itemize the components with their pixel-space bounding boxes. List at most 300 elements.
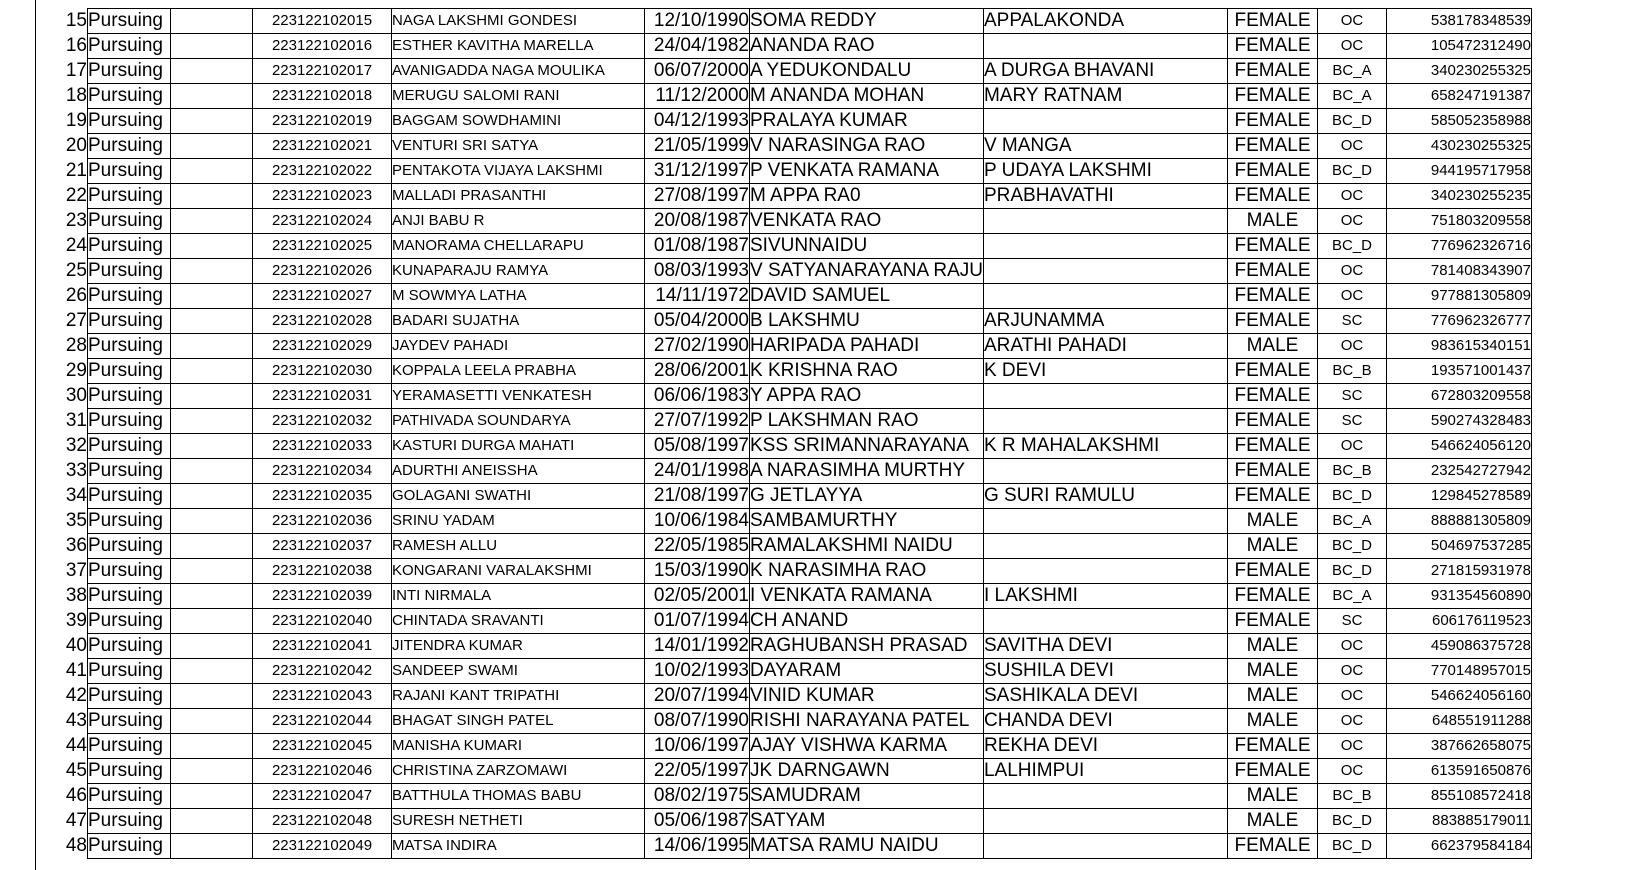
aadhaar-number-cell: 232542727942 xyxy=(1386,459,1531,484)
gender-cell: MALE xyxy=(1227,509,1317,534)
student-name-cell: INTI NIRMALA xyxy=(392,584,645,609)
empty-cell xyxy=(171,709,253,734)
table-row xyxy=(58,459,1531,484)
student-name-cell: SURESH NETHETI xyxy=(392,809,645,834)
aadhaar-number-cell: 585052358988 xyxy=(1386,109,1531,134)
date-of-birth-cell: 06/06/1983 xyxy=(645,384,750,409)
caste-category-cell: OC xyxy=(1317,734,1386,759)
registration-number-cell: 223122102017 xyxy=(253,59,392,84)
aadhaar-number-cell: 430230255325 xyxy=(1386,134,1531,159)
serial-number-cell: 42 xyxy=(65,685,87,706)
caste-category-cell: OC xyxy=(1317,259,1386,284)
gender-cell: FEMALE xyxy=(1227,134,1317,159)
caste-category-cell: OC xyxy=(1317,634,1386,659)
father-name-cell: V SATYANARAYANA RAJU xyxy=(750,259,984,284)
gender-cell: FEMALE xyxy=(1227,84,1317,109)
caste-category-cell: BC_A xyxy=(1317,584,1386,609)
student-table-body xyxy=(58,9,1531,859)
date-of-birth-cell: 06/07/2000 xyxy=(645,59,750,84)
aadhaar-number-cell: 883885179011 xyxy=(1386,809,1531,834)
student-name-cell: KOPPALA LEELA PRABHA xyxy=(392,359,645,384)
serial-number-cell: 47 xyxy=(65,810,87,831)
gender-cell: FEMALE xyxy=(1227,759,1317,784)
date-of-birth-cell: 08/03/1993 xyxy=(645,259,750,284)
caste-category-cell: OC xyxy=(1317,284,1386,309)
date-of-birth-cell: 27/07/1992 xyxy=(645,409,750,434)
status-cell: Pursuing xyxy=(88,759,171,784)
student-name-cell: BHAGAT SINGH PATEL xyxy=(392,709,645,734)
registration-number-cell: 223122102039 xyxy=(253,584,392,609)
empty-cell xyxy=(171,359,253,384)
aadhaar-number-cell: 770148957015 xyxy=(1386,659,1531,684)
date-of-birth-cell: 08/02/1975 xyxy=(645,784,750,809)
serial-number-cell: 41 xyxy=(65,660,87,681)
student-name-cell: RAMESH ALLU xyxy=(392,534,645,559)
student-name-cell: GOLAGANI SWATHI xyxy=(392,484,645,509)
caste-category-cell: OC xyxy=(1317,684,1386,709)
mother-name-cell xyxy=(983,809,1227,834)
status-cell: Pursuing xyxy=(88,634,171,659)
table-row xyxy=(58,359,1531,384)
mother-name-cell: G SURI RAMULU xyxy=(983,484,1227,509)
student-name-cell: PATHIVADA SOUNDARYA xyxy=(392,409,645,434)
status-cell: Pursuing xyxy=(88,459,171,484)
table-row xyxy=(58,259,1531,284)
caste-category-cell: OC xyxy=(1317,709,1386,734)
student-table xyxy=(58,8,1532,859)
date-of-birth-cell: 10/06/1984 xyxy=(645,509,750,534)
caste-category-cell: OC xyxy=(1317,209,1386,234)
registration-number-cell: 223122102042 xyxy=(253,659,392,684)
student-name-cell: BATTHULA THOMAS BABU xyxy=(392,784,645,809)
table-row xyxy=(58,159,1531,184)
caste-category-cell: BC_B xyxy=(1317,784,1386,809)
gender-cell: MALE xyxy=(1227,784,1317,809)
mother-name-cell xyxy=(983,609,1227,634)
aadhaar-number-cell: 888881305809 xyxy=(1386,509,1531,534)
aadhaar-number-cell: 271815931978 xyxy=(1386,559,1531,584)
caste-category-cell: OC xyxy=(1317,184,1386,209)
caste-category-cell: BC_A xyxy=(1317,509,1386,534)
gender-cell: FEMALE xyxy=(1227,284,1317,309)
empty-cell xyxy=(171,109,253,134)
status-cell: Pursuing xyxy=(88,159,171,184)
aadhaar-number-cell: 504697537285 xyxy=(1386,534,1531,559)
table-row xyxy=(58,34,1531,59)
father-name-cell: P LAKSHMAN RAO xyxy=(750,409,984,434)
father-name-cell: A NARASIMHA MURTHY xyxy=(750,459,984,484)
aadhaar-number-cell: 781408343907 xyxy=(1386,259,1531,284)
caste-category-cell: BC_B xyxy=(1317,359,1386,384)
serial-number-cell: 26 xyxy=(65,285,87,306)
registration-number-cell: 223122102015 xyxy=(253,9,392,34)
serial-number-cell: 23 xyxy=(65,210,87,231)
aadhaar-number-cell: 855108572418 xyxy=(1386,784,1531,809)
date-of-birth-cell: 05/06/1987 xyxy=(645,809,750,834)
status-cell: Pursuing xyxy=(88,284,171,309)
mother-name-cell: MARY RATNAM xyxy=(983,84,1227,109)
left-margin-line xyxy=(35,0,36,870)
empty-cell xyxy=(171,634,253,659)
gender-cell: FEMALE xyxy=(1227,234,1317,259)
father-name-cell: PRALAYA KUMAR xyxy=(750,109,984,134)
date-of-birth-cell: 05/04/2000 xyxy=(645,309,750,334)
aadhaar-number-cell: 340230255325 xyxy=(1386,59,1531,84)
table-row xyxy=(58,209,1531,234)
caste-category-cell: OC xyxy=(1317,659,1386,684)
mother-name-cell: LALHIMPUI xyxy=(983,759,1227,784)
student-name-cell: BAGGAM SOWDHAMINI xyxy=(392,109,645,134)
empty-cell xyxy=(171,834,253,859)
serial-number-cell: 35 xyxy=(65,510,87,531)
empty-cell xyxy=(171,809,253,834)
caste-category-cell: SC xyxy=(1317,609,1386,634)
caste-category-cell: OC xyxy=(1317,34,1386,59)
gender-cell: MALE xyxy=(1227,334,1317,359)
student-name-cell: AVANIGADDA NAGA MOULIKA xyxy=(392,59,645,84)
mother-name-cell xyxy=(983,259,1227,284)
registration-number-cell: 223122102025 xyxy=(253,234,392,259)
registration-number-cell: 223122102031 xyxy=(253,384,392,409)
aadhaar-number-cell: 538178348539 xyxy=(1386,9,1531,34)
caste-category-cell: SC xyxy=(1317,409,1386,434)
status-cell: Pursuing xyxy=(88,9,171,34)
caste-category-cell: OC xyxy=(1317,434,1386,459)
status-cell: Pursuing xyxy=(88,184,171,209)
date-of-birth-cell: 10/02/1993 xyxy=(645,659,750,684)
status-cell: Pursuing xyxy=(88,134,171,159)
registration-number-cell: 223122102027 xyxy=(253,284,392,309)
empty-cell xyxy=(171,34,253,59)
father-name-cell: HARIPADA PAHADI xyxy=(750,334,984,359)
mother-name-cell xyxy=(983,834,1227,859)
father-name-cell: DAYARAM xyxy=(750,659,984,684)
status-cell: Pursuing xyxy=(88,434,171,459)
caste-category-cell: BC_D xyxy=(1317,534,1386,559)
student-name-cell: ANJI BABU R xyxy=(392,209,645,234)
empty-cell xyxy=(171,534,253,559)
caste-category-cell: BC_A xyxy=(1317,84,1386,109)
aadhaar-number-cell: 129845278589 xyxy=(1386,484,1531,509)
date-of-birth-cell: 28/06/2001 xyxy=(645,359,750,384)
empty-cell xyxy=(171,784,253,809)
registration-number-cell: 223122102032 xyxy=(253,409,392,434)
gender-cell: MALE xyxy=(1227,709,1317,734)
status-cell: Pursuing xyxy=(88,484,171,509)
caste-category-cell: SC xyxy=(1317,384,1386,409)
empty-cell xyxy=(171,334,253,359)
mother-name-cell: SUSHILA DEVI xyxy=(983,659,1227,684)
table-row xyxy=(58,584,1531,609)
gender-cell: FEMALE xyxy=(1227,484,1317,509)
father-name-cell: AJAY VISHWA KARMA xyxy=(750,734,984,759)
mother-name-cell xyxy=(983,409,1227,434)
mother-name-cell: ARJUNAMMA xyxy=(983,309,1227,334)
table-row xyxy=(58,659,1531,684)
father-name-cell: MATSA RAMU NAIDU xyxy=(750,834,984,859)
date-of-birth-cell: 21/05/1999 xyxy=(645,134,750,159)
date-of-birth-cell: 15/03/1990 xyxy=(645,559,750,584)
serial-number-cell: 17 xyxy=(65,60,87,81)
table-row xyxy=(58,484,1531,509)
mother-name-cell: A DURGA BHAVANI xyxy=(983,59,1227,84)
table-row xyxy=(58,59,1531,84)
mother-name-cell xyxy=(983,534,1227,559)
mother-name-cell: ARATHI PAHADI xyxy=(983,334,1227,359)
student-name-cell: PENTAKOTA VIJAYA LAKSHMI xyxy=(392,159,645,184)
status-cell: Pursuing xyxy=(88,84,171,109)
gender-cell: MALE xyxy=(1227,684,1317,709)
student-name-cell: KUNAPARAJU RAMYA xyxy=(392,259,645,284)
aadhaar-number-cell: 662379584184 xyxy=(1386,834,1531,859)
status-cell: Pursuing xyxy=(88,59,171,84)
mother-name-cell: SASHIKALA DEVI xyxy=(983,684,1227,709)
student-name-cell: JAYDEV PAHADI xyxy=(392,334,645,359)
student-name-cell: CHINTADA SRAVANTI xyxy=(392,609,645,634)
student-name-cell: YERAMASETTI VENKATESH xyxy=(392,384,645,409)
status-cell: Pursuing xyxy=(88,834,171,859)
table-row xyxy=(58,134,1531,159)
father-name-cell: RAGHUBANSH PRASAD xyxy=(750,634,984,659)
status-cell: Pursuing xyxy=(88,384,171,409)
student-name-cell: KASTURI DURGA MAHATI xyxy=(392,434,645,459)
gender-cell: FEMALE xyxy=(1227,109,1317,134)
serial-number-cell: 27 xyxy=(65,310,87,331)
aadhaar-number-cell: 613591650876 xyxy=(1386,759,1531,784)
registration-number-cell: 223122102033 xyxy=(253,434,392,459)
table-row xyxy=(58,9,1531,34)
father-name-cell: VENKATA RAO xyxy=(750,209,984,234)
serial-number-cell: 29 xyxy=(65,360,87,381)
father-name-cell: B LAKSHMU xyxy=(750,309,984,334)
aadhaar-number-cell: 776962326716 xyxy=(1386,234,1531,259)
serial-number-cell: 40 xyxy=(65,635,87,656)
aadhaar-number-cell: 931354560890 xyxy=(1386,584,1531,609)
empty-cell xyxy=(171,559,253,584)
table-row xyxy=(58,409,1531,434)
father-name-cell: SAMBAMURTHY xyxy=(750,509,984,534)
father-name-cell: RISHI NARAYANA PATEL xyxy=(750,709,984,734)
status-cell: Pursuing xyxy=(88,559,171,584)
father-name-cell: KSS SRIMANNARAYANA xyxy=(750,434,984,459)
status-cell: Pursuing xyxy=(88,709,171,734)
status-cell: Pursuing xyxy=(88,809,171,834)
father-name-cell: SAMUDRAM xyxy=(750,784,984,809)
gender-cell: MALE xyxy=(1227,659,1317,684)
caste-category-cell: BC_D xyxy=(1317,159,1386,184)
aadhaar-number-cell: 672803209558 xyxy=(1386,384,1531,409)
aadhaar-number-cell: 387662658075 xyxy=(1386,734,1531,759)
registration-number-cell: 223122102046 xyxy=(253,759,392,784)
table-row xyxy=(58,834,1531,859)
date-of-birth-cell: 05/08/1997 xyxy=(645,434,750,459)
date-of-birth-cell: 02/05/2001 xyxy=(645,584,750,609)
date-of-birth-cell: 27/08/1997 xyxy=(645,184,750,209)
serial-number-cell: 36 xyxy=(65,535,87,556)
date-of-birth-cell: 11/12/2000 xyxy=(645,84,750,109)
mother-name-cell: K R MAHALAKSHMI xyxy=(983,434,1227,459)
gender-cell: MALE xyxy=(1227,809,1317,834)
caste-category-cell: BC_D xyxy=(1317,234,1386,259)
father-name-cell: CH ANAND xyxy=(750,609,984,634)
student-name-cell: M SOWMYA LATHA xyxy=(392,284,645,309)
table-row xyxy=(58,334,1531,359)
date-of-birth-cell: 10/06/1997 xyxy=(645,734,750,759)
table-row xyxy=(58,609,1531,634)
student-name-cell: MANORAMA CHELLARAPU xyxy=(392,234,645,259)
gender-cell: MALE xyxy=(1227,534,1317,559)
serial-number-cell: 28 xyxy=(65,335,87,356)
registration-number-cell: 223122102026 xyxy=(253,259,392,284)
status-cell: Pursuing xyxy=(88,784,171,809)
date-of-birth-cell: 31/12/1997 xyxy=(645,159,750,184)
student-name-cell: SRINU YADAM xyxy=(392,509,645,534)
serial-number-cell: 39 xyxy=(65,610,87,631)
caste-category-cell: OC xyxy=(1317,9,1386,34)
gender-cell: FEMALE xyxy=(1227,584,1317,609)
gender-cell: MALE xyxy=(1227,634,1317,659)
caste-category-cell: BC_D xyxy=(1317,109,1386,134)
empty-cell xyxy=(171,234,253,259)
mother-name-cell xyxy=(983,284,1227,309)
registration-number-cell: 223122102022 xyxy=(253,159,392,184)
gender-cell: FEMALE xyxy=(1227,34,1317,59)
empty-cell xyxy=(171,759,253,784)
aadhaar-number-cell: 546624056160 xyxy=(1386,684,1531,709)
father-name-cell: K NARASIMHA RAO xyxy=(750,559,984,584)
registration-number-cell: 223122102043 xyxy=(253,684,392,709)
student-name-cell: JITENDRA KUMAR xyxy=(392,634,645,659)
table-row xyxy=(58,184,1531,209)
serial-number-cell: 48 xyxy=(65,835,87,856)
empty-cell xyxy=(171,309,253,334)
empty-cell xyxy=(171,159,253,184)
student-name-cell: SANDEEP SWAMI xyxy=(392,659,645,684)
father-name-cell: M APPA RA0 xyxy=(750,184,984,209)
registration-number-cell: 223122102018 xyxy=(253,84,392,109)
table-row xyxy=(58,784,1531,809)
gender-cell: FEMALE xyxy=(1227,309,1317,334)
father-name-cell: K KRISHNA RAO xyxy=(750,359,984,384)
registration-number-cell: 223122102045 xyxy=(253,734,392,759)
serial-number-cell: 15 xyxy=(65,10,87,31)
mother-name-cell: APPALAKONDA xyxy=(983,9,1227,34)
status-cell: Pursuing xyxy=(88,359,171,384)
aadhaar-number-cell: 751803209558 xyxy=(1386,209,1531,234)
table-row xyxy=(58,709,1531,734)
date-of-birth-cell: 22/05/1997 xyxy=(645,759,750,784)
registration-number-cell: 223122102037 xyxy=(253,534,392,559)
serial-number-cell: 45 xyxy=(65,760,87,781)
caste-category-cell: SC xyxy=(1317,309,1386,334)
mother-name-cell: V MANGA xyxy=(983,134,1227,159)
gender-cell: FEMALE xyxy=(1227,609,1317,634)
serial-number-cell: 20 xyxy=(65,135,87,156)
aadhaar-number-cell: 776962326777 xyxy=(1386,309,1531,334)
status-cell: Pursuing xyxy=(88,409,171,434)
aadhaar-number-cell: 105472312490 xyxy=(1386,34,1531,59)
serial-number-cell: 31 xyxy=(65,410,87,431)
serial-number-cell: 37 xyxy=(65,560,87,581)
gender-cell: FEMALE xyxy=(1227,734,1317,759)
empty-cell xyxy=(171,259,253,284)
father-name-cell: SOMA REDDY xyxy=(750,9,984,34)
empty-cell xyxy=(171,134,253,159)
mother-name-cell xyxy=(983,34,1227,59)
registration-number-cell: 223122102023 xyxy=(253,184,392,209)
student-name-cell: VENTURI SRI SATYA xyxy=(392,134,645,159)
empty-cell xyxy=(171,384,253,409)
registration-number-cell: 223122102035 xyxy=(253,484,392,509)
table-row xyxy=(58,309,1531,334)
father-name-cell: Y APPA RAO xyxy=(750,384,984,409)
date-of-birth-cell: 24/01/1998 xyxy=(645,459,750,484)
date-of-birth-cell: 04/12/1993 xyxy=(645,109,750,134)
status-cell: Pursuing xyxy=(88,334,171,359)
gender-cell: FEMALE xyxy=(1227,559,1317,584)
gender-cell: FEMALE xyxy=(1227,409,1317,434)
father-name-cell: M ANANDA MOHAN xyxy=(750,84,984,109)
status-cell: Pursuing xyxy=(88,209,171,234)
table-row xyxy=(58,384,1531,409)
table-row xyxy=(58,534,1531,559)
empty-cell xyxy=(171,9,253,34)
gender-cell: FEMALE xyxy=(1227,459,1317,484)
registration-number-cell: 223122102016 xyxy=(253,34,392,59)
caste-category-cell: BC_D xyxy=(1317,834,1386,859)
table-row xyxy=(58,809,1531,834)
aadhaar-number-cell: 340230255235 xyxy=(1386,184,1531,209)
date-of-birth-cell: 01/08/1987 xyxy=(645,234,750,259)
date-of-birth-cell: 21/08/1997 xyxy=(645,484,750,509)
mother-name-cell: P UDAYA LAKSHMI xyxy=(983,159,1227,184)
empty-cell xyxy=(171,84,253,109)
date-of-birth-cell: 14/11/1972 xyxy=(645,284,750,309)
serial-number-cell: 25 xyxy=(65,260,87,281)
gender-cell: FEMALE xyxy=(1227,59,1317,84)
empty-cell xyxy=(171,609,253,634)
aadhaar-number-cell: 658247191387 xyxy=(1386,84,1531,109)
gender-cell: FEMALE xyxy=(1227,384,1317,409)
registration-number-cell: 223122102028 xyxy=(253,309,392,334)
father-name-cell: DAVID SAMUEL xyxy=(750,284,984,309)
aadhaar-number-cell: 977881305809 xyxy=(1386,284,1531,309)
caste-category-cell: OC xyxy=(1317,134,1386,159)
serial-number-cell: 32 xyxy=(65,435,87,456)
student-name-cell: NAGA LAKSHMI GONDESI xyxy=(392,9,645,34)
father-name-cell: SIVUNNAIDU xyxy=(750,234,984,259)
gender-cell: FEMALE xyxy=(1227,434,1317,459)
aadhaar-number-cell: 590274328483 xyxy=(1386,409,1531,434)
empty-cell xyxy=(171,509,253,534)
status-cell: Pursuing xyxy=(88,309,171,334)
father-name-cell: G JETLAYYA xyxy=(750,484,984,509)
status-cell: Pursuing xyxy=(88,684,171,709)
registration-number-cell: 223122102024 xyxy=(253,209,392,234)
serial-number-cell: 18 xyxy=(65,85,87,106)
student-name-cell: MATSA INDIRA xyxy=(392,834,645,859)
aadhaar-number-cell: 193571001437 xyxy=(1386,359,1531,384)
mother-name-cell xyxy=(983,234,1227,259)
registration-number-cell: 223122102021 xyxy=(253,134,392,159)
father-name-cell: JK DARNGAWN xyxy=(750,759,984,784)
father-name-cell: P VENKATA RAMANA xyxy=(750,159,984,184)
table-row xyxy=(58,759,1531,784)
status-cell: Pursuing xyxy=(88,534,171,559)
empty-cell xyxy=(171,459,253,484)
status-cell: Pursuing xyxy=(88,584,171,609)
student-name-cell: ESTHER KAVITHA MARELLA xyxy=(392,34,645,59)
